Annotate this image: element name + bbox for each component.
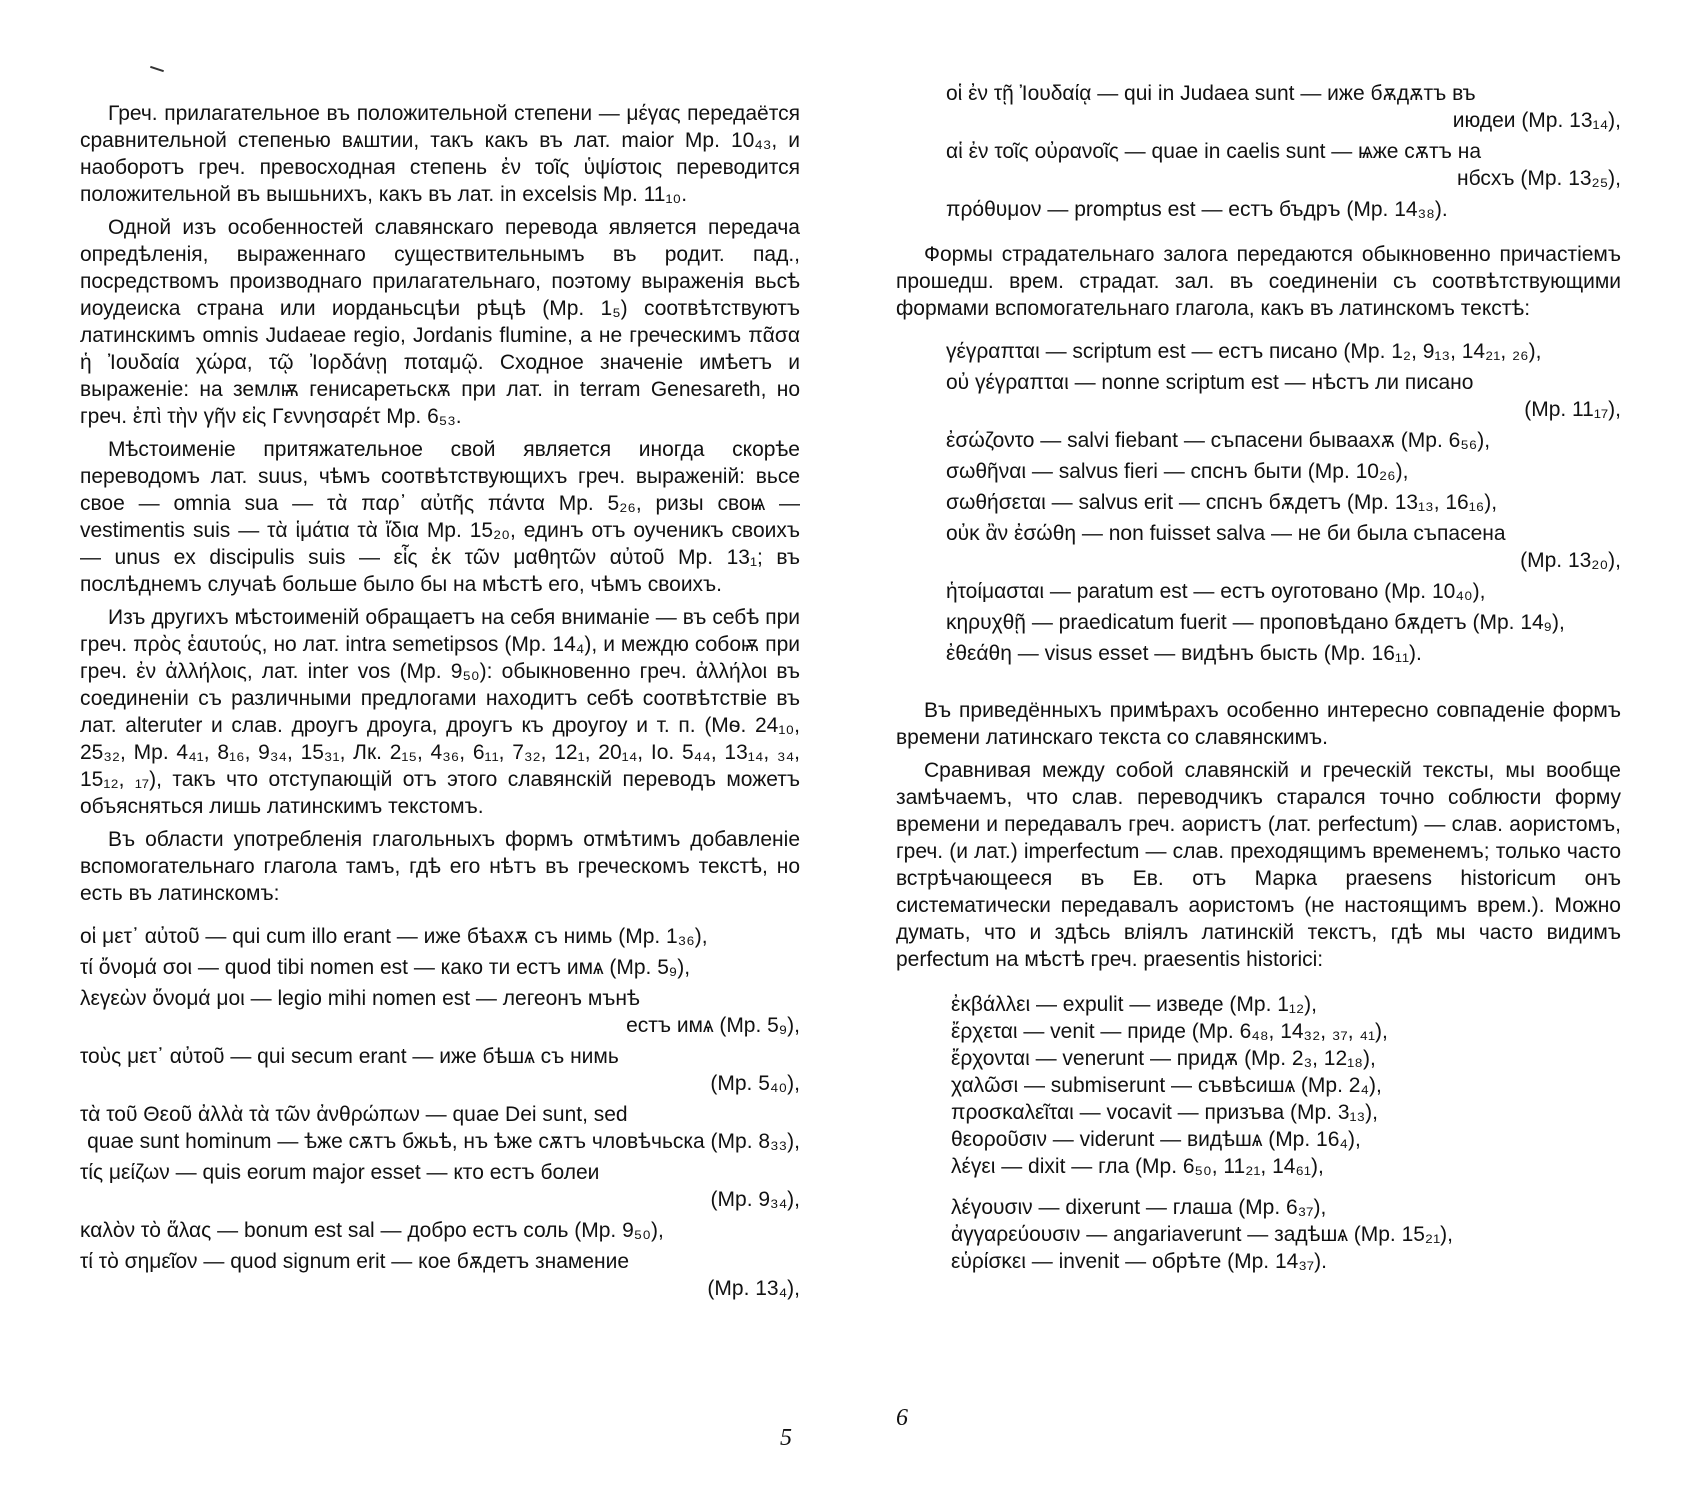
example-line: τί ὄνομά σοι — quod tibi nomen est — како ти естъ имѧ (Мр. 5₉), — [80, 956, 691, 979]
example-item — [80, 954, 800, 981]
example-item — [946, 369, 1621, 423]
example-item — [946, 338, 1621, 365]
spacer — [896, 227, 1621, 241]
example-line: τοὺς μετ᾽ αὐτοῦ — qui secum erant — иже бѣшѧ съ нимь — [80, 1045, 619, 1068]
example-line: σωθήσεται — salvus erit — спснъ бѫдетъ (Мр. 13₁₃, 16₁₆), — [946, 491, 1498, 514]
example-line: οἱ μετ᾽ αὐτοῦ — qui cum illo erant — иже бѣахѫ съ нимь (Мр. 1₃₆), — [80, 925, 708, 948]
example-item — [80, 1101, 800, 1155]
paragraph-comparative: Греч. прилагательное въ положительной степени — μέγας передаётся сравнительной степенью вѧштии, такъ какъ въ лат. maior Мр. 10₄₃, и наоборотъ греч. превосходная степень ἐν τοῖς ὑψίστοις переводится положительной въ вышьнихъ, какъ въ лат. in excelsis Мр. 11₁₀. — [80, 102, 800, 206]
example-continuation: quae sunt hominum — ѣже сѫтъ бжьѣ, нъ ѣже сѫтъ чловѣчьска (Мр. 8₃₃), — [87, 1130, 800, 1153]
example-item — [946, 80, 1621, 134]
example-item — [946, 196, 1621, 223]
paragraph-possessive: Мѣстоименіе притяжательное свой является иногда скорѣе переводомъ лат. suus, чѣмъ соотвѣтствующихъ греч. выраженій: вьсе свое — omnia sua — τὰ παρ᾽ αὐτῆς πάντα Мр. 5₂₆, ризы своѩ — vestimentis suis — τὰ ἱμάτια τὰ ἴδια Мр. 15₂₀, единъ отъ оученикъ своихъ — unus ex discipulis suis — εἷς ἐκ τῶν μαθητῶν αὐτοῦ Мр. 13₁; въ послѣднемъ случаѣ больше было бы на мѣстѣ его, чѣмъ своихъ. — [80, 438, 800, 596]
left-text-column — [80, 100, 800, 1306]
example-line: οἱ ἐν τῇ Ἰουδαίᾳ — qui in Judaea sunt — иже бѫдѫтъ въ — [946, 82, 1476, 105]
example-line: ἐθεάθη — visus esset — видѣнъ бысть (Мр. 16₁₁). — [946, 642, 1422, 665]
example-line: πρόθυμον — promptus est — естъ бъдръ (Мр. 14₃₈). — [946, 198, 1448, 221]
example-line: τίς μείζων — quis eorum major esset — кто естъ болеи — [80, 1161, 600, 1184]
paragraph-pronouns: Изъ другихъ мѣстоименій обращаетъ на себя вниманіе — въ себѣ при греч. πρὸς ἑαυτούς, но лат. intra semetipsos (Мр. 14₄), и междю собоѭ при греч. ἐν ἀλλήλοις, лат. inter vos (Мр. 9₅₀): обыкновенно греч. ἀλλήλοι въ соединеніи съ различными предлогами находитъ себѣ соотвѣтствіе въ лат. alteruter и слав. дроугъ дроуга, дроугъ къ дроугоу и т. п. (Мѳ. 24₁₀, 25₃₂, Мр. 4₄₁, 8₁₆, 9₃₄, 15₃₁, Лк. 2₁₅, 4₃₆, 6₁₁, 7₃₂, 12₁, 20₁₄, Іо. 5₄₄, 13₁₄, ₃₄, 15₁₂, ₁₇), такъ что отступающій отъ этого славянскій переводъ можетъ объясняться лишь латинскимъ текстомъ. — [80, 606, 800, 818]
example-line: σωθῆναι — salvus fieri — спснъ быти (Мр. 10₂₆), — [946, 460, 1409, 483]
paragraph-coincidence: Въ приведённыхъ примѣрахъ особенно интересно совпаденіе формъ времени латинскаго текста со славянскимъ. — [896, 699, 1621, 749]
example-line: οὐκ ἂν ἐσώθη — non fuisset salva — не би была съпасена — [946, 522, 1506, 545]
example-line: λεγεὼν ὄνομά μοι — legio mihi nomen est — легеонъ мънѣ — [80, 987, 640, 1010]
example-continuation: (Мр. 13₂₀), — [1520, 549, 1621, 572]
example-continuation: (Мр. 5₄₀), — [710, 1072, 800, 1095]
paragraph-tense-comparison: Сравнивая между собой славянскій и греческій тексты, мы вообще замѣчаемъ, что слав. переводчикъ старался точно соблюсти форму времени и передавалъ греч. аористъ (лат. perfectum) — слав. аористомъ, греч. (и лат.) imperfectum — слав. преходящимъ временемъ; только часто встрѣчающееся въ Ев. отъ Марка praesens historicum онъ систематически передавалъ аористомъ (не настоящимъ врем.). Можно думать, что и здѣсь вліялъ латинскій текстъ, гдѣ мы часто видимъ perfectum на мѣстѣ греч. praesentis historici: — [896, 759, 1621, 971]
example-continuation: нбсхъ (Мр. 13₂₅), — [1457, 167, 1621, 190]
example-continuation: (Мр. 9₃₄), — [710, 1188, 800, 1211]
page-number: 5 — [780, 1425, 792, 1451]
example-item — [80, 1217, 800, 1244]
passive-examples — [946, 338, 1621, 667]
spacer — [951, 1180, 1621, 1194]
example-item — [80, 985, 800, 1039]
example-item — [80, 1043, 800, 1097]
example-item — [946, 640, 1621, 667]
stray-mark — [150, 66, 164, 72]
example-line: λέγει — dixit — гла (Мр. 6₅₀, 11₂₁, 14₆₁), — [951, 1155, 1324, 1178]
spacer — [896, 671, 1621, 697]
example-line: ἔρχονται — venerunt — придѫ (Мр. 2₃, 12₁₈), — [951, 1047, 1376, 1070]
example-item — [946, 489, 1621, 516]
example-item — [946, 520, 1621, 574]
example-line: αἱ ἐν τοῖς οὐρανοῖς — quae in caelis sunt — ѩже сѫтъ на — [946, 140, 1482, 163]
example-continuation: (Мр. 11₁₇), — [1524, 398, 1621, 421]
example-line: οὐ γέγραπται — nonne scriptum est — нѣстъ ли писано — [946, 371, 1474, 394]
example-line: καλὸν τὸ ἅλας — bonum est sal — добро естъ соль (Мр. 9₅₀), — [80, 1219, 664, 1242]
example-line: ἡτοίμασται — paratum est — естъ оуготовано (Мр. 10₄₀), — [946, 580, 1486, 603]
example-line: ἔρχεται — venit — приде (Мр. 6₄₈, 14₃₂, ₃₇, ₄₁), — [951, 1020, 1388, 1043]
auxiliary-examples — [80, 923, 800, 1302]
example-continuation: (Мр. 13₄), — [707, 1277, 800, 1300]
example-line: θεοροῦσιν — viderunt — видѣшѧ (Мр. 16₄), — [951, 1128, 1361, 1151]
aorist-examples — [951, 991, 1621, 1275]
example-continuation: естъ имѧ (Мр. 5₉), — [626, 1014, 800, 1037]
continued-examples — [946, 80, 1621, 223]
paragraph-genitive: Одной изъ особенностей славянскаго перевода является передача опредѣленія, выраженнаго существительнымъ въ родит. пад., посредствомъ производнаго прилагательнаго, поэтому выраженія вьсѣ иоудеиска страна или иорданьсцѣи рѣцѣ (Мр. 1₅) соотвѣтствуютъ латинскимъ omnis Judaeae regio, Jordanis flumine, а не греческимъ πᾶσα ἡ Ἰουδαία χώρα, τῷ Ἰορδάνῃ ποταμῷ. Сходное значеніе имѣетъ и выраженіе: на землѭ генисаретьскѫ при лат. in terram Genesareth, но греч. ἐπὶ τὴν γῆν εἰς Γεννησαρέτ Мр. 6₅₃. — [80, 216, 800, 428]
example-line: προσκαλεῖται — vocavit — призъва (Мр. 3₁₃), — [951, 1101, 1378, 1124]
example-item — [946, 609, 1621, 636]
example-item — [80, 1248, 800, 1302]
example-line: λέγουσιν — dixerunt — глаша (Мр. 6₃₇), — [951, 1196, 1327, 1219]
example-item — [80, 1159, 800, 1213]
page-number: 6 — [896, 1405, 908, 1431]
example-item — [946, 458, 1621, 485]
example-item — [946, 427, 1621, 454]
example-line: εὑρίσκει — invenit — обрѣте (Мр. 14₃₇). — [951, 1250, 1327, 1273]
paragraph-verb-forms: Въ области употребленія глагольныхъ формъ отмѣтимъ добавленіе вспомогательнаго глагола тамъ, гдѣ его нѣтъ въ греческомъ текстѣ, но есть въ латинскомъ: — [80, 828, 800, 905]
example-item — [80, 923, 800, 950]
example-continuation: июдеи (Мр. 13₁₄), — [1452, 109, 1621, 132]
example-line: γέγραπται — scriptum est — естъ писано (Мр. 1₂, 9₁₃, 14₂₁, ₂₆), — [946, 340, 1542, 363]
example-line: ἐσώζοντο — salvi fiebant — съпасени бываахѫ (Мр. 6₅₆), — [946, 429, 1491, 452]
example-line: τί τὸ σημεῖον — quod signum erit — кое бѫдетъ знамение — [80, 1250, 630, 1273]
right-text-column — [896, 80, 1621, 1275]
example-item — [946, 578, 1621, 605]
example-item — [946, 138, 1621, 192]
example-line: κηρυχθῇ — praedicatum fuerit — проповѣдано бѫдетъ (Мр. 14₉), — [946, 611, 1565, 634]
paragraph-passive: Формы страдательнаго залога передаются обыкновенно причастіемъ прошедш. врем. страдат. зал. въ соединеніи съ соотвѣтствующими формами вспомогательнаго глагола, какъ въ латинскомъ текстѣ: — [896, 243, 1621, 320]
right-page — [841, 0, 1682, 1500]
example-line: χαλῶσι — submiserunt — съвѣсишѧ (Мр. 2₄), — [951, 1074, 1382, 1097]
example-line: τὰ τοῦ Θεοῦ ἀλλὰ τὰ τῶν ἀνθρώπων — quae Dei sunt, sed — [80, 1103, 628, 1126]
example-line: ἐκβάλλει — expulit — изведе (Мр. 1₁₂), — [951, 993, 1317, 1016]
example-line: ἀγγαρεύουσιν — angariaverunt — задѣшѧ (Мр. 15₂₁), — [951, 1223, 1453, 1246]
